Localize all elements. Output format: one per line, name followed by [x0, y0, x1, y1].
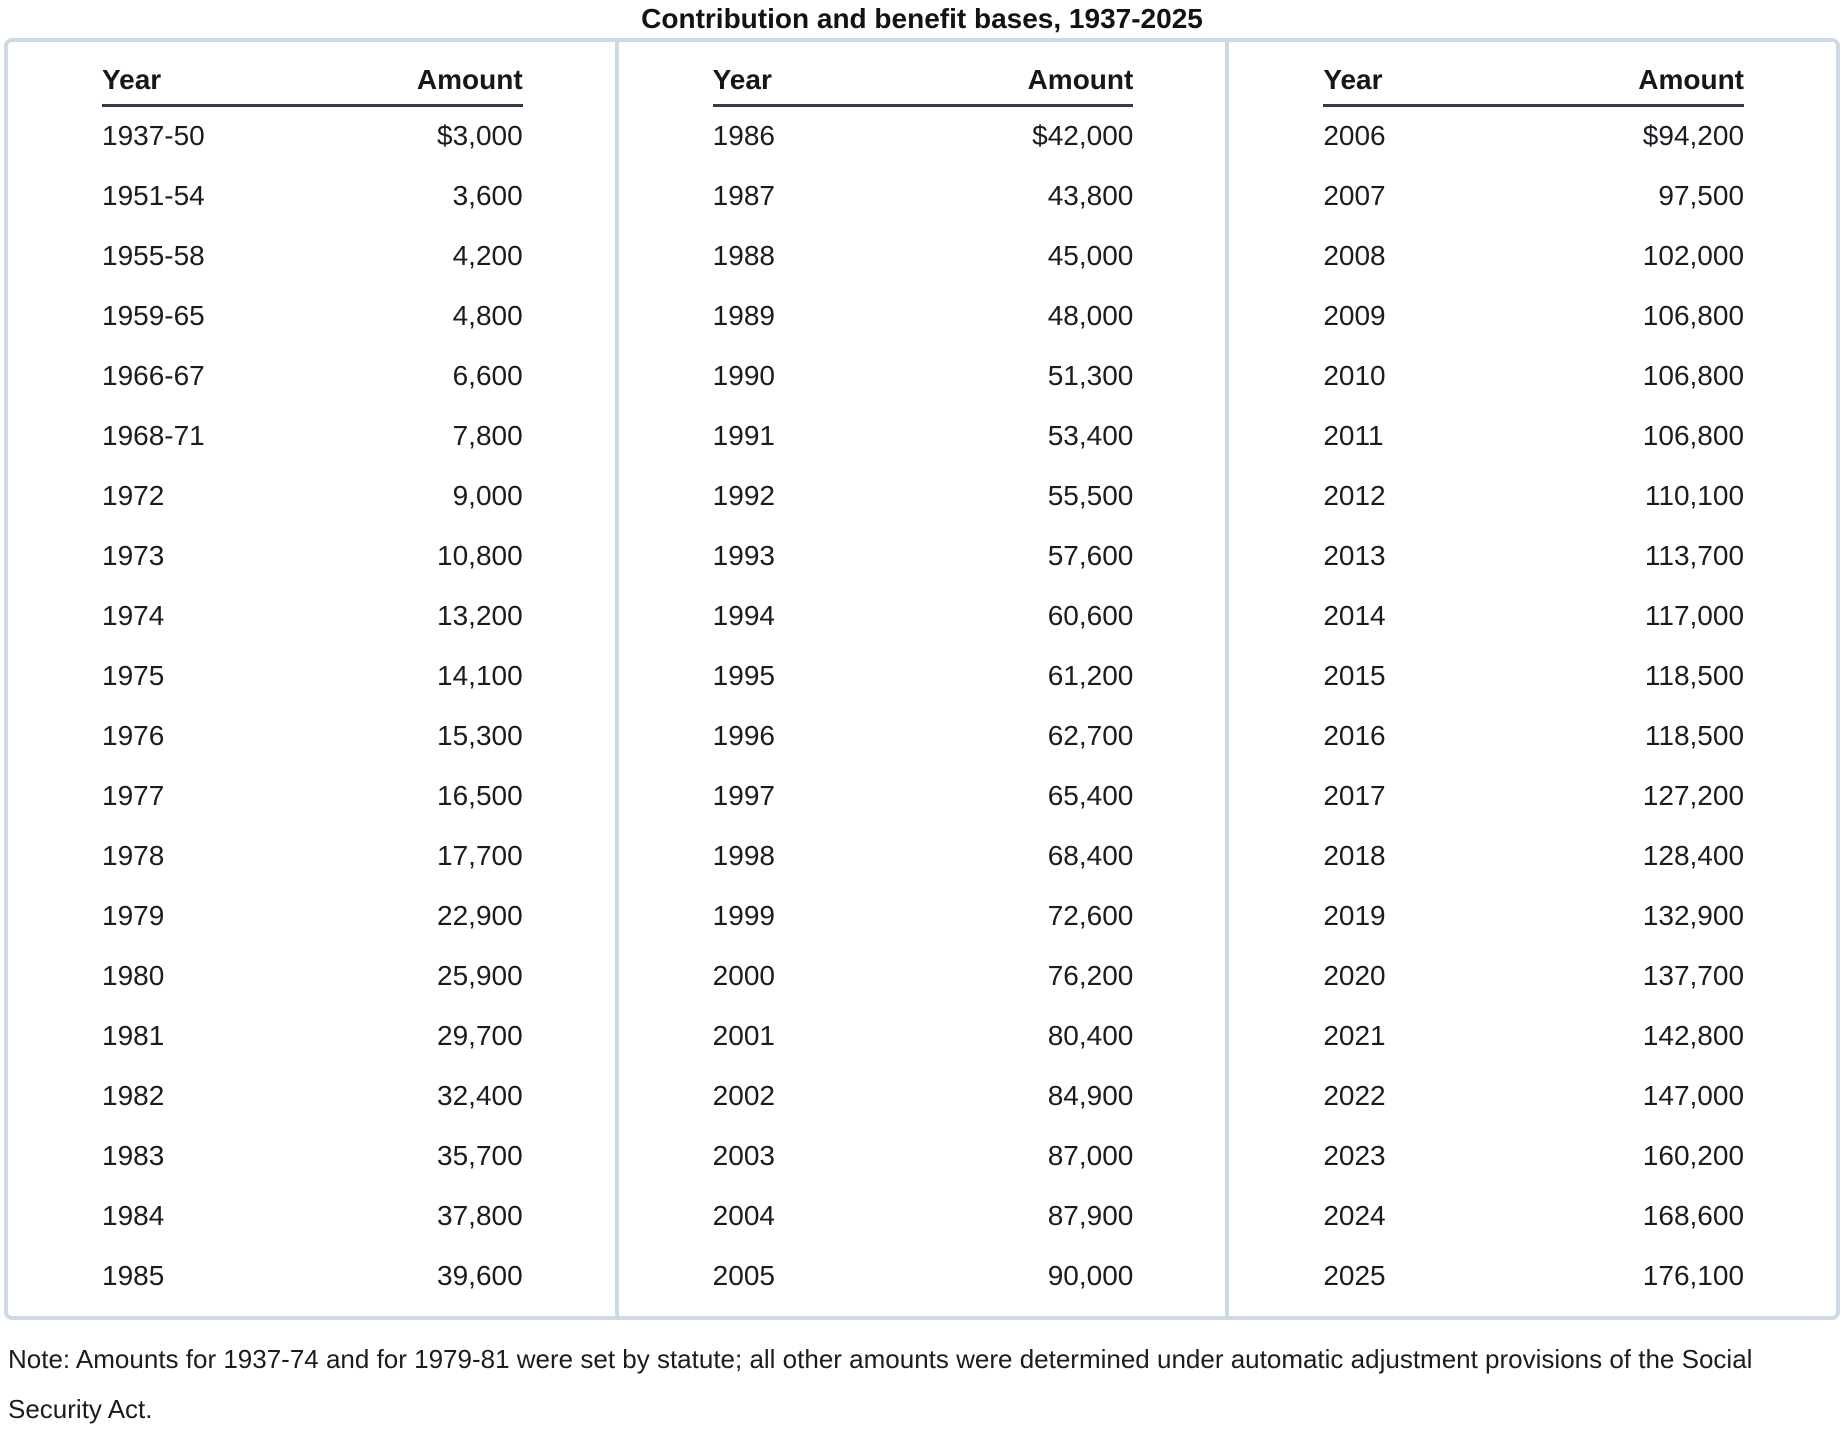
- table-row: [102, 1186, 523, 1246]
- column-header-year: Year: [102, 64, 312, 106]
- table-row: [102, 946, 523, 1006]
- table-row: [1323, 946, 1744, 1006]
- year-cell: 1990: [712, 359, 775, 391]
- table-row: [102, 706, 523, 766]
- amount-cell: 4,800: [452, 299, 523, 331]
- amount-cell: 118,500: [1644, 659, 1745, 691]
- amount-cell: $94,200: [1642, 120, 1745, 152]
- table-row: [713, 166, 1134, 226]
- year-cell: 2004: [712, 1199, 775, 1231]
- column-header-amount: Amount: [312, 64, 522, 106]
- table-row: [102, 286, 523, 346]
- table-row: [102, 106, 523, 166]
- year-cell: 1968-71: [102, 419, 205, 451]
- amount-cell: 55,500: [1047, 479, 1134, 511]
- table-row: [713, 286, 1134, 346]
- amount-cell: 142,800: [1642, 1019, 1745, 1051]
- table-row: [1323, 286, 1744, 346]
- year-cell: 1992: [712, 479, 775, 511]
- amount-cell: 14,100: [437, 659, 523, 691]
- year-cell: 1986: [712, 120, 775, 152]
- amount-cell: 10,800: [437, 539, 523, 571]
- year-cell: 2016: [1323, 719, 1386, 751]
- header-row: [713, 64, 1134, 106]
- year-cell: 2002: [712, 1079, 775, 1111]
- table-row: [713, 1246, 1134, 1306]
- table-row: [1323, 646, 1744, 706]
- amount-cell: 128,400: [1642, 839, 1745, 871]
- table-row: [1323, 226, 1744, 286]
- year-cell: 1951-54: [102, 179, 205, 211]
- table-column-3: [1225, 42, 1836, 1316]
- amount-cell: 80,400: [1047, 1019, 1134, 1051]
- amount-cell: 106,800: [1642, 299, 1745, 331]
- year-cell: 2022: [1323, 1079, 1386, 1111]
- amount-cell: 137,700: [1642, 959, 1745, 991]
- year-cell: 1973: [102, 539, 165, 571]
- year-cell: 2001: [712, 1019, 775, 1051]
- amount-cell: 32,400: [437, 1079, 523, 1111]
- year-cell: 1994: [712, 599, 775, 631]
- year-cell: 2013: [1323, 539, 1386, 571]
- year-cell: 1998: [712, 839, 775, 871]
- table-row: [102, 406, 523, 466]
- amount-cell: 118,500: [1644, 719, 1745, 751]
- year-cell: 2024: [1323, 1199, 1386, 1231]
- year-cell: 2018: [1323, 839, 1386, 871]
- table-row: [102, 826, 523, 886]
- table-row: [1323, 406, 1744, 466]
- amount-cell: 65,400: [1047, 779, 1134, 811]
- amount-cell: 113,700: [1644, 539, 1745, 571]
- amount-cell: 43,800: [1047, 179, 1134, 211]
- table-row: [102, 886, 523, 946]
- amount-cell: 53,400: [1047, 419, 1134, 451]
- amount-cell: 15,300: [437, 719, 523, 751]
- year-cell: 1983: [102, 1139, 165, 1171]
- table-row: [1323, 466, 1744, 526]
- table-row: [102, 586, 523, 646]
- amount-cell: 72,600: [1047, 899, 1134, 931]
- year-cell: 1989: [712, 299, 775, 331]
- year-cell: 2009: [1323, 299, 1386, 331]
- amount-cell: 61,200: [1047, 659, 1134, 691]
- year-cell: 2000: [712, 959, 775, 991]
- year-cell: 1959-65: [102, 299, 205, 331]
- table-row: [713, 346, 1134, 406]
- amount-cell: 48,000: [1047, 299, 1134, 331]
- amount-cell: 57,600: [1047, 539, 1134, 571]
- amount-cell: 117,000: [1644, 599, 1745, 631]
- table-row: [713, 1006, 1134, 1066]
- year-cell: 1985: [102, 1259, 165, 1291]
- table-row: [1323, 766, 1744, 826]
- year-cell: 2010: [1323, 359, 1386, 391]
- amount-cell: 29,700: [437, 1019, 523, 1051]
- table-row: [102, 166, 523, 226]
- amount-cell: 17,700: [437, 839, 523, 871]
- year-cell: 1988: [712, 239, 775, 271]
- amount-cell: 176,100: [1642, 1259, 1745, 1291]
- year-cell: 1982: [102, 1079, 165, 1111]
- table-row: [102, 526, 523, 586]
- amount-cell: 110,100: [1644, 479, 1745, 511]
- amount-cell: 168,600: [1642, 1199, 1745, 1231]
- column-1-table: [102, 64, 523, 1306]
- amount-cell: 84,900: [1047, 1079, 1134, 1111]
- table-row: [1323, 1066, 1744, 1126]
- amount-cell: 35,700: [437, 1139, 523, 1171]
- amount-cell: 9,000: [452, 479, 523, 511]
- table-row: [1323, 346, 1744, 406]
- table-row: [713, 526, 1134, 586]
- year-cell: 1993: [712, 539, 775, 571]
- table-row: [102, 1066, 523, 1126]
- table-body-1: [102, 106, 523, 1306]
- amount-cell: 102,000: [1642, 239, 1745, 271]
- table-row: [1323, 106, 1744, 166]
- column-header-amount: Amount: [1534, 64, 1744, 106]
- page-title: Contribution and benefit bases, 1937-2025: [641, 3, 1203, 34]
- amount-cell: 87,900: [1047, 1199, 1134, 1231]
- year-cell: 1955-58: [102, 239, 205, 271]
- table-row: [1323, 526, 1744, 586]
- year-cell: 1976: [102, 719, 165, 751]
- table-row: [1323, 826, 1744, 886]
- table-row: [102, 646, 523, 706]
- column-3-table: [1323, 64, 1744, 1306]
- table-row: [1323, 706, 1744, 766]
- table-row: [1323, 1006, 1744, 1066]
- amount-cell: 106,800: [1642, 359, 1745, 391]
- benefit-bases-table: [4, 38, 1840, 1320]
- year-cell: 2021: [1323, 1019, 1386, 1051]
- table-row: [713, 406, 1134, 466]
- amount-cell: 16,500: [437, 779, 523, 811]
- table-row: [102, 226, 523, 286]
- year-cell: 1937-50: [102, 120, 205, 152]
- amount-cell: 51,300: [1047, 359, 1134, 391]
- year-cell: 2019: [1323, 899, 1386, 931]
- table-row: [1323, 586, 1744, 646]
- column-header-year: Year: [1323, 64, 1533, 106]
- year-cell: 1966-67: [102, 359, 205, 391]
- year-cell: 2007: [1323, 179, 1386, 211]
- header-row: [102, 64, 523, 106]
- amount-cell: 106,800: [1642, 419, 1745, 451]
- table-note: Note: Amounts for 1937-74 and for 1979-81 were set by statute; all other amounts were determined under automatic adjustment provisions of the Social Security Act.: [8, 1343, 1753, 1424]
- year-cell: 2012: [1323, 479, 1386, 511]
- amount-cell: 127,200: [1642, 779, 1745, 811]
- year-cell: 2008: [1323, 239, 1386, 271]
- column-2-table: [713, 64, 1134, 1306]
- table-row: [713, 946, 1134, 1006]
- table-row: [1323, 1186, 1744, 1246]
- year-cell: 2006: [1323, 120, 1386, 152]
- table-row: [102, 766, 523, 826]
- table-row: [713, 466, 1134, 526]
- year-cell: 1984: [102, 1199, 165, 1231]
- table-row: [713, 826, 1134, 886]
- table-body-3: [1323, 106, 1744, 1306]
- table-row: [713, 706, 1134, 766]
- year-cell: 2020: [1323, 959, 1386, 991]
- table-row: [713, 1186, 1134, 1246]
- table-row: [713, 1126, 1134, 1186]
- amount-cell: 13,200: [437, 599, 523, 631]
- table-row: [102, 346, 523, 406]
- amount-cell: 160,200: [1642, 1139, 1745, 1171]
- year-cell: 1991: [712, 419, 775, 451]
- year-cell: 2023: [1323, 1139, 1386, 1171]
- table-row: [1323, 1126, 1744, 1186]
- year-cell: 1972: [102, 479, 165, 511]
- year-cell: 2025: [1323, 1259, 1386, 1291]
- year-cell: 1978: [102, 839, 165, 871]
- year-cell: 1987: [712, 179, 775, 211]
- amount-cell: 7,800: [452, 419, 523, 451]
- table-row: [713, 586, 1134, 646]
- year-cell: 1974: [102, 599, 165, 631]
- table-row: [713, 766, 1134, 826]
- table-column-2: [615, 42, 1226, 1316]
- year-cell: 1977: [102, 779, 165, 811]
- amount-cell: 22,900: [437, 899, 523, 931]
- column-header-amount: Amount: [923, 64, 1133, 106]
- amount-cell: 90,000: [1047, 1259, 1134, 1291]
- amount-cell: 6,600: [452, 359, 523, 391]
- year-cell: 1979: [102, 899, 165, 931]
- amount-cell: $42,000: [1032, 120, 1134, 152]
- amount-cell: 25,900: [437, 959, 523, 991]
- year-cell: 1995: [712, 659, 775, 691]
- table-row: [1323, 1246, 1744, 1306]
- table-row: [102, 1246, 523, 1306]
- amount-cell: 147,000: [1642, 1079, 1745, 1111]
- year-cell: 1997: [712, 779, 775, 811]
- column-header-year: Year: [713, 64, 923, 106]
- amount-cell: 68,400: [1047, 839, 1134, 871]
- year-cell: 2003: [712, 1139, 775, 1171]
- amount-cell: $3,000: [437, 120, 523, 152]
- amount-cell: 3,600: [452, 179, 523, 211]
- table-row: [713, 886, 1134, 946]
- table-row: [713, 646, 1134, 706]
- table-column-1: [8, 42, 615, 1316]
- year-cell: 1996: [712, 719, 775, 751]
- table-body-2: [713, 106, 1134, 1306]
- amount-cell: 97,500: [1658, 179, 1745, 211]
- amount-cell: 60,600: [1047, 599, 1134, 631]
- header-row: [1323, 64, 1744, 106]
- year-cell: 1980: [102, 959, 165, 991]
- amount-cell: 45,000: [1047, 239, 1134, 271]
- year-cell: 2005: [712, 1259, 775, 1291]
- table-row: [1323, 166, 1744, 226]
- year-cell: 1999: [712, 899, 775, 931]
- year-cell: 2015: [1323, 659, 1386, 691]
- year-cell: 2011: [1323, 419, 1384, 451]
- year-cell: 2014: [1323, 599, 1386, 631]
- amount-cell: 132,900: [1642, 899, 1745, 931]
- table-row: [102, 466, 523, 526]
- table-row: [713, 1066, 1134, 1126]
- table-row: [102, 1126, 523, 1186]
- amount-cell: 76,200: [1047, 959, 1134, 991]
- amount-cell: 87,000: [1047, 1139, 1134, 1171]
- table-row: [713, 106, 1134, 166]
- amount-cell: 4,200: [452, 239, 523, 271]
- amount-cell: 62,700: [1047, 719, 1134, 751]
- year-cell: 1981: [102, 1019, 165, 1051]
- table-row: [102, 1006, 523, 1066]
- year-cell: 1975: [102, 659, 165, 691]
- amount-cell: 37,800: [437, 1199, 523, 1231]
- table-row: [713, 226, 1134, 286]
- year-cell: 2017: [1323, 779, 1386, 811]
- amount-cell: 39,600: [437, 1259, 523, 1291]
- table-row: [1323, 886, 1744, 946]
